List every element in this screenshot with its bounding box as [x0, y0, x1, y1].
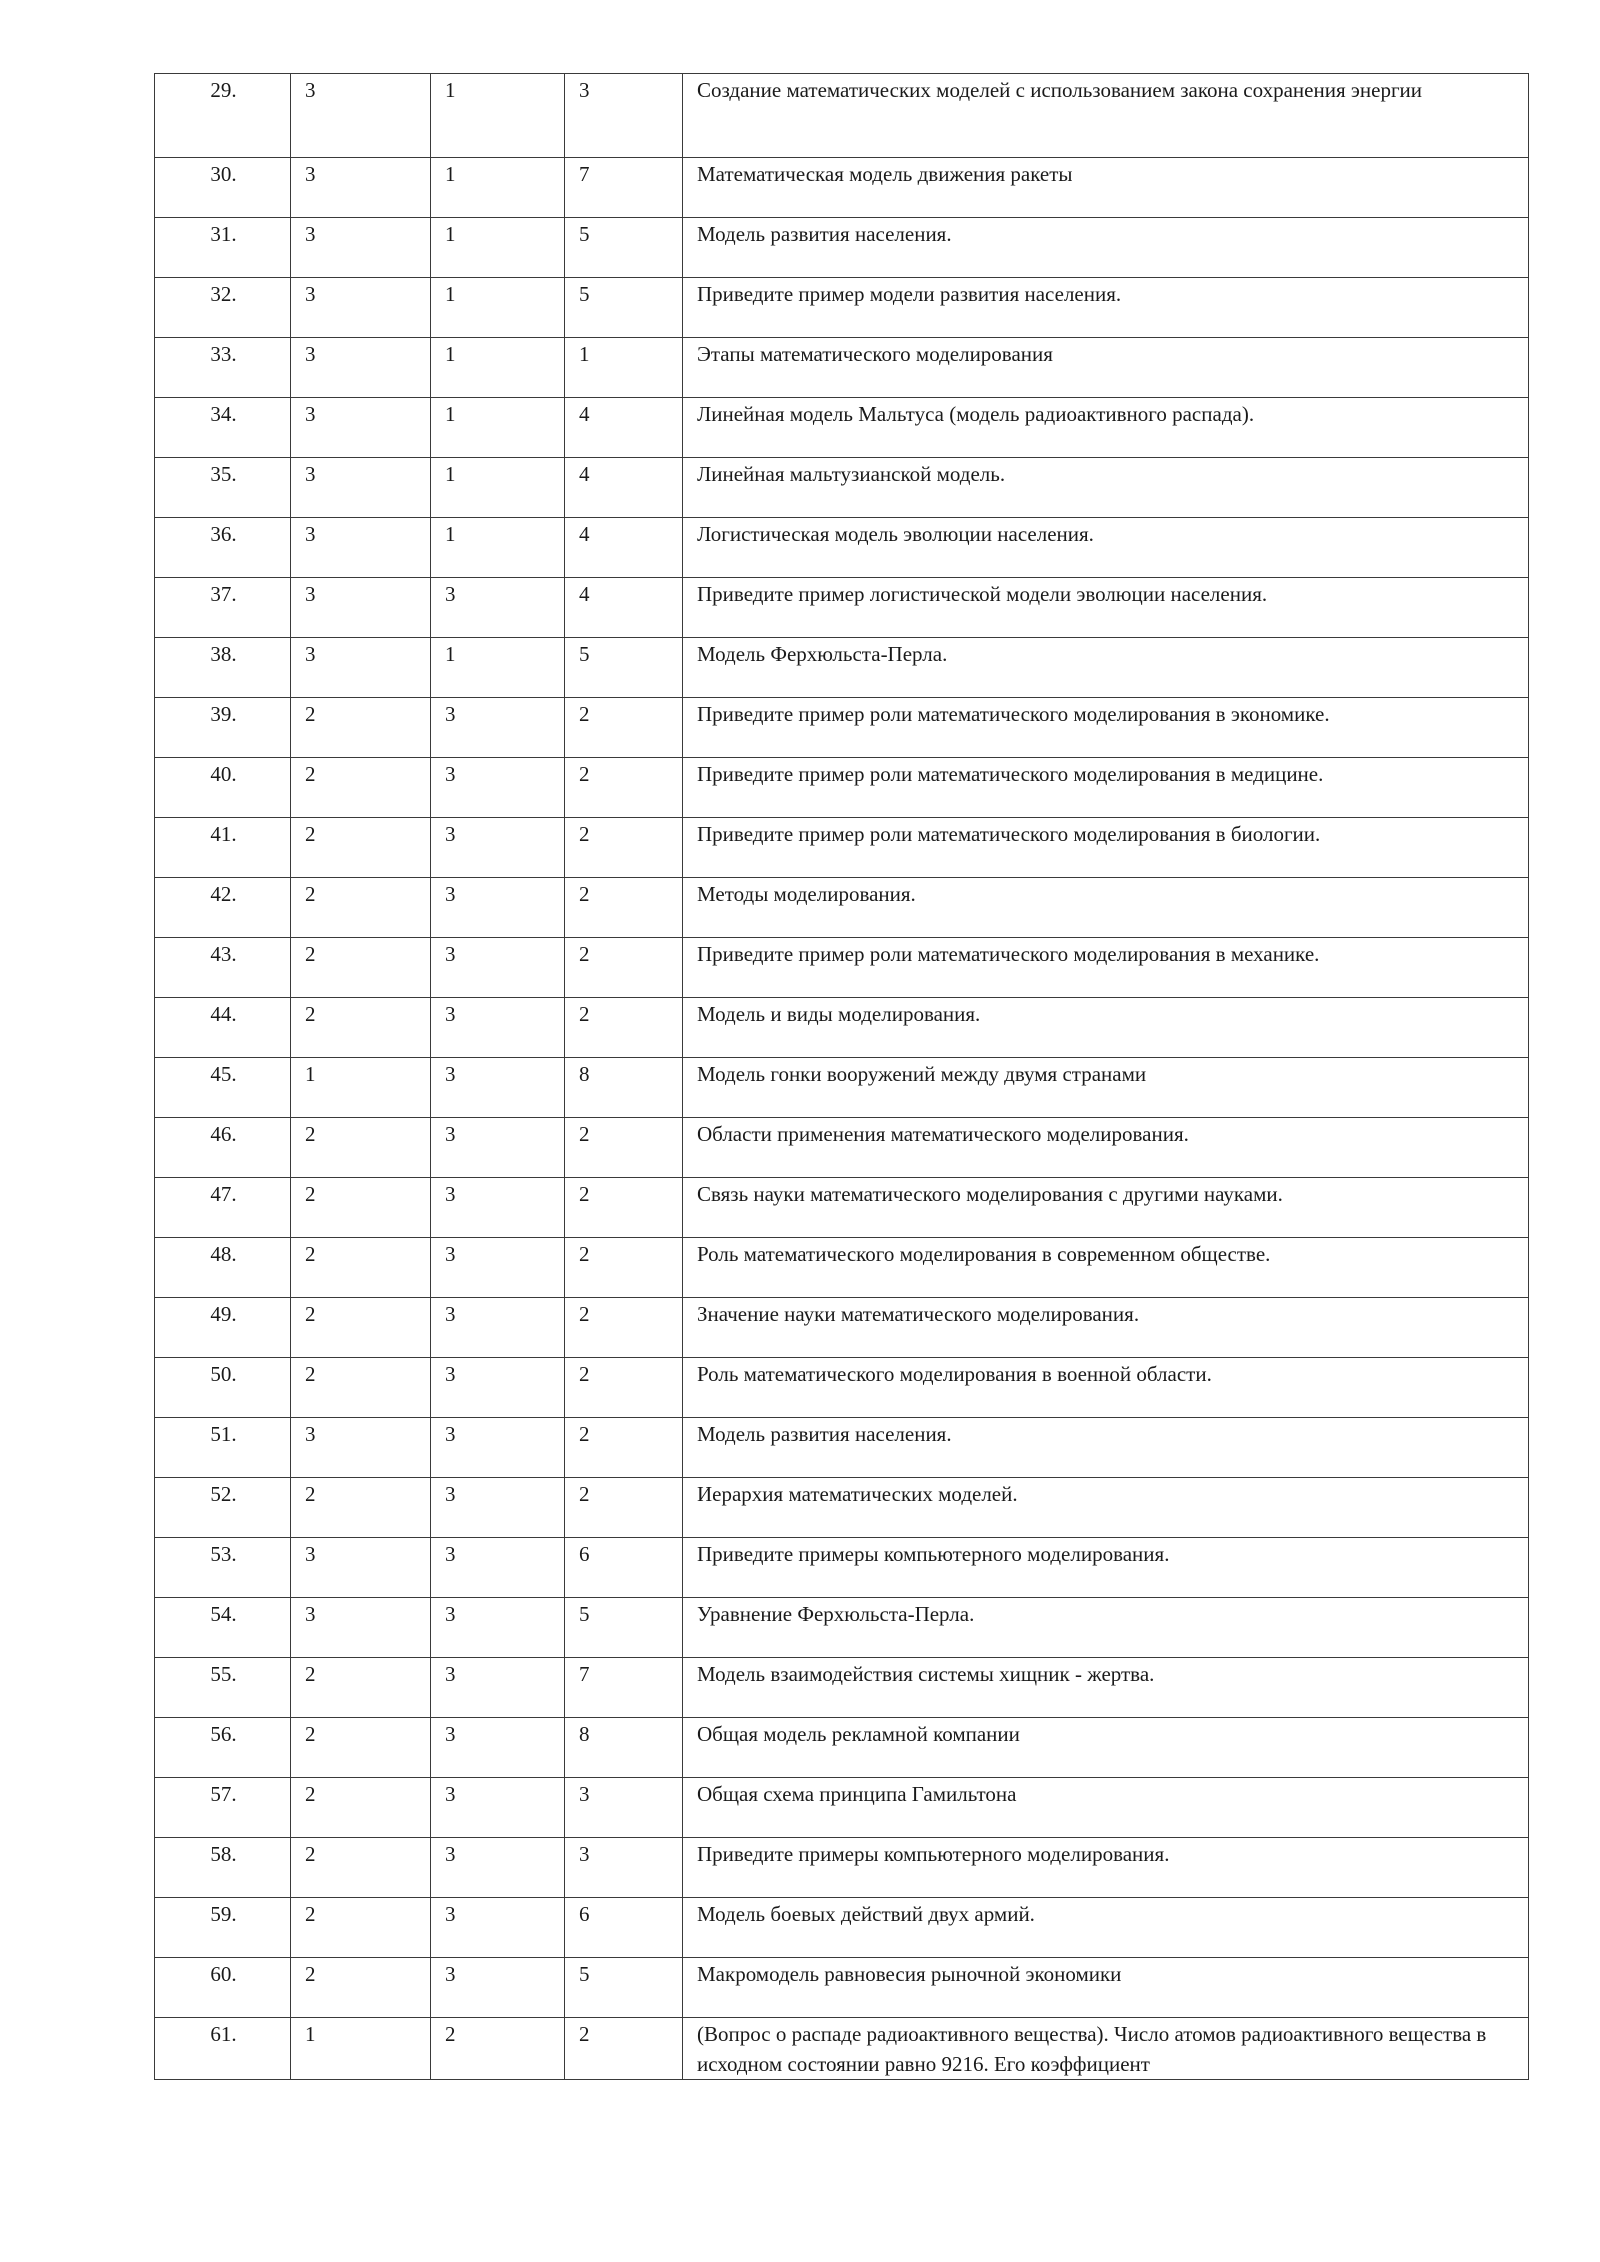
question-number: 40.	[155, 758, 291, 818]
question-text: Приведите пример логистической модели эволюции населения.	[683, 578, 1529, 638]
question-number: 42.	[155, 878, 291, 938]
question-text: Общая модель рекламной компании	[683, 1718, 1529, 1778]
column-2-value: 2	[291, 1658, 431, 1718]
table-row	[155, 158, 1529, 218]
questions-table-body	[155, 74, 1529, 2080]
column-2-value: 2	[291, 1958, 431, 2018]
column-2-value: 3	[291, 518, 431, 578]
column-2-value: 2	[291, 698, 431, 758]
column-3-value: 1	[431, 338, 565, 398]
column-2-value: 3	[291, 578, 431, 638]
column-4-value: 2	[565, 878, 683, 938]
column-2-value: 2	[291, 1118, 431, 1178]
question-text: Значение науки математического моделирования.	[683, 1298, 1529, 1358]
question-number: 60.	[155, 1958, 291, 2018]
question-number: 38.	[155, 638, 291, 698]
column-4-value: 3	[565, 1778, 683, 1838]
question-number: 50.	[155, 1358, 291, 1418]
column-2-value: 2	[291, 1478, 431, 1538]
column-2-value: 2	[291, 1298, 431, 1358]
column-2-value: 2	[291, 878, 431, 938]
table-row	[155, 638, 1529, 698]
table-row	[155, 1058, 1529, 1118]
question-number: 55.	[155, 1658, 291, 1718]
question-text: Приведите пример модели развития населения.	[683, 278, 1529, 338]
document-page	[154, 73, 1528, 2080]
column-3-value: 3	[431, 1178, 565, 1238]
question-text: Модель развития населения.	[683, 1418, 1529, 1478]
question-number: 34.	[155, 398, 291, 458]
column-2-value: 3	[291, 218, 431, 278]
column-4-value: 2	[565, 998, 683, 1058]
table-row	[155, 1358, 1529, 1418]
column-3-value: 3	[431, 578, 565, 638]
table-row	[155, 218, 1529, 278]
column-4-value: 3	[565, 74, 683, 158]
column-3-value: 3	[431, 1298, 565, 1358]
column-3-value: 3	[431, 1358, 565, 1418]
question-number: 37.	[155, 578, 291, 638]
question-number: 53.	[155, 1538, 291, 1598]
column-4-value: 2	[565, 1478, 683, 1538]
column-3-value: 3	[431, 938, 565, 998]
column-3-value: 3	[431, 1118, 565, 1178]
column-3-value: 1	[431, 278, 565, 338]
question-text: Приведите примеры компьютерного моделирования.	[683, 1838, 1529, 1898]
question-number: 41.	[155, 818, 291, 878]
table-row	[155, 398, 1529, 458]
question-number: 29.	[155, 74, 291, 158]
question-text: Роль математического моделирования в военной области.	[683, 1358, 1529, 1418]
column-2-value: 2	[291, 1178, 431, 1238]
column-2-value: 2	[291, 1238, 431, 1298]
column-4-value: 4	[565, 578, 683, 638]
column-4-value: 6	[565, 1898, 683, 1958]
table-row	[155, 1778, 1529, 1838]
column-4-value: 2	[565, 1238, 683, 1298]
column-4-value: 5	[565, 278, 683, 338]
question-number: 45.	[155, 1058, 291, 1118]
column-3-value: 3	[431, 998, 565, 1058]
table-row	[155, 338, 1529, 398]
column-4-value: 8	[565, 1718, 683, 1778]
question-number: 57.	[155, 1778, 291, 1838]
question-text: Макромодель равновесия рыночной экономики	[683, 1958, 1529, 2018]
column-2-value: 3	[291, 1538, 431, 1598]
question-number: 36.	[155, 518, 291, 578]
column-4-value: 7	[565, 158, 683, 218]
question-text: Приведите пример роли математического моделирования в экономике.	[683, 698, 1529, 758]
question-text: Модель развития населения.	[683, 218, 1529, 278]
question-number: 46.	[155, 1118, 291, 1178]
table-row	[155, 1118, 1529, 1178]
column-3-value: 1	[431, 638, 565, 698]
column-2-value: 3	[291, 1418, 431, 1478]
column-3-value: 1	[431, 398, 565, 458]
question-number: 33.	[155, 338, 291, 398]
column-2-value: 2	[291, 1718, 431, 1778]
question-text: Этапы математического моделирования	[683, 338, 1529, 398]
column-4-value: 2	[565, 2018, 683, 2080]
column-3-value: 3	[431, 698, 565, 758]
table-row	[155, 1178, 1529, 1238]
table-row	[155, 578, 1529, 638]
question-number: 51.	[155, 1418, 291, 1478]
question-text: Роль математического моделирования в современном обществе.	[683, 1238, 1529, 1298]
question-number: 48.	[155, 1238, 291, 1298]
table-row	[155, 938, 1529, 998]
column-4-value: 2	[565, 1118, 683, 1178]
question-number: 39.	[155, 698, 291, 758]
question-number: 54.	[155, 1598, 291, 1658]
question-text: Общая схема принципа Гамильтона	[683, 1778, 1529, 1838]
column-2-value: 3	[291, 278, 431, 338]
question-text: Приведите примеры компьютерного моделирования.	[683, 1538, 1529, 1598]
column-3-value: 3	[431, 1658, 565, 1718]
column-4-value: 5	[565, 1958, 683, 2018]
question-text: Модель и виды моделирования.	[683, 998, 1529, 1058]
column-3-value: 3	[431, 1238, 565, 1298]
column-2-value: 1	[291, 2018, 431, 2080]
question-number: 47.	[155, 1178, 291, 1238]
question-text: Приведите пример роли математического моделирования в механике.	[683, 938, 1529, 998]
table-row	[155, 1298, 1529, 1358]
table-row	[155, 1838, 1529, 1898]
column-2-value: 3	[291, 338, 431, 398]
table-row	[155, 878, 1529, 938]
column-4-value: 5	[565, 1598, 683, 1658]
question-text: Приведите пример роли математического моделирования в биологии.	[683, 818, 1529, 878]
table-row	[155, 998, 1529, 1058]
column-2-value: 2	[291, 998, 431, 1058]
column-3-value: 1	[431, 218, 565, 278]
question-text: Логистическая модель эволюции населения.	[683, 518, 1529, 578]
column-2-value: 2	[291, 1358, 431, 1418]
column-3-value: 3	[431, 1958, 565, 2018]
column-4-value: 2	[565, 1298, 683, 1358]
table-row	[155, 1898, 1529, 1958]
table-row	[155, 2018, 1529, 2080]
column-4-value: 4	[565, 518, 683, 578]
question-text: Уравнение Ферхюльста-Перла.	[683, 1598, 1529, 1658]
column-2-value: 3	[291, 458, 431, 518]
column-3-value: 3	[431, 1538, 565, 1598]
column-4-value: 8	[565, 1058, 683, 1118]
column-3-value: 1	[431, 458, 565, 518]
column-4-value: 6	[565, 1538, 683, 1598]
column-4-value: 2	[565, 938, 683, 998]
question-text: Модель Ферхюльста-Перла.	[683, 638, 1529, 698]
column-2-value: 3	[291, 74, 431, 158]
column-2-value: 1	[291, 1058, 431, 1118]
question-text: Иерархия математических моделей.	[683, 1478, 1529, 1538]
column-4-value: 7	[565, 1658, 683, 1718]
table-row	[155, 1538, 1529, 1598]
column-4-value: 2	[565, 818, 683, 878]
question-number: 32.	[155, 278, 291, 338]
column-4-value: 2	[565, 1358, 683, 1418]
table-row	[155, 1418, 1529, 1478]
column-3-value: 3	[431, 1418, 565, 1478]
column-4-value: 2	[565, 758, 683, 818]
question-text: Приведите пример роли математического моделирования в медицине.	[683, 758, 1529, 818]
column-2-value: 2	[291, 758, 431, 818]
question-number: 43.	[155, 938, 291, 998]
question-text: Модель боевых действий двух армий.	[683, 1898, 1529, 1958]
column-4-value: 5	[565, 218, 683, 278]
column-2-value: 2	[291, 938, 431, 998]
question-number: 44.	[155, 998, 291, 1058]
table-row	[155, 1238, 1529, 1298]
question-number: 52.	[155, 1478, 291, 1538]
table-row	[155, 818, 1529, 878]
table-row	[155, 1658, 1529, 1718]
column-3-value: 3	[431, 1598, 565, 1658]
question-text: Методы моделирования.	[683, 878, 1529, 938]
column-3-value: 3	[431, 1058, 565, 1118]
column-2-value: 2	[291, 818, 431, 878]
column-4-value: 5	[565, 638, 683, 698]
question-text: Создание математических моделей с использованием закона сохранения энергии	[683, 74, 1529, 158]
question-number: 59.	[155, 1898, 291, 1958]
table-row	[155, 758, 1529, 818]
table-row	[155, 458, 1529, 518]
column-2-value: 3	[291, 398, 431, 458]
question-text: Линейная модель Мальтуса (модель радиоактивного распада).	[683, 398, 1529, 458]
table-row	[155, 1478, 1529, 1538]
question-text: Модель взаимодействия системы хищник - жертва.	[683, 1658, 1529, 1718]
column-4-value: 4	[565, 398, 683, 458]
question-number: 31.	[155, 218, 291, 278]
column-3-value: 1	[431, 158, 565, 218]
question-text: Линейная мальтузианской модель.	[683, 458, 1529, 518]
column-4-value: 2	[565, 698, 683, 758]
question-number: 56.	[155, 1718, 291, 1778]
column-4-value: 3	[565, 1838, 683, 1898]
question-number: 30.	[155, 158, 291, 218]
column-2-value: 3	[291, 638, 431, 698]
column-3-value: 3	[431, 1718, 565, 1778]
column-4-value: 2	[565, 1178, 683, 1238]
column-2-value: 3	[291, 158, 431, 218]
question-number: 35.	[155, 458, 291, 518]
question-text: (Вопрос о распаде радиоактивного вещества). Число атомов радиоактивного вещества в исходном состоянии равно 9216. Его коэффициент	[683, 2018, 1529, 2080]
column-3-value: 3	[431, 1898, 565, 1958]
table-row	[155, 278, 1529, 338]
question-number: 61.	[155, 2018, 291, 2080]
column-3-value: 3	[431, 1778, 565, 1838]
table-row	[155, 74, 1529, 158]
column-2-value: 2	[291, 1778, 431, 1838]
question-number: 49.	[155, 1298, 291, 1358]
table-row	[155, 1958, 1529, 2018]
column-3-value: 3	[431, 1838, 565, 1898]
table-row	[155, 1718, 1529, 1778]
column-2-value: 2	[291, 1898, 431, 1958]
column-2-value: 3	[291, 1598, 431, 1658]
column-3-value: 1	[431, 518, 565, 578]
table-row	[155, 1598, 1529, 1658]
column-4-value: 1	[565, 338, 683, 398]
question-text: Модель гонки вооружений между двумя странами	[683, 1058, 1529, 1118]
column-3-value: 3	[431, 818, 565, 878]
column-3-value: 1	[431, 74, 565, 158]
question-text: Связь науки математического моделирования с другими науками.	[683, 1178, 1529, 1238]
questions-table	[154, 73, 1529, 2080]
column-3-value: 3	[431, 758, 565, 818]
column-3-value: 3	[431, 1478, 565, 1538]
column-3-value: 2	[431, 2018, 565, 2080]
column-4-value: 2	[565, 1418, 683, 1478]
table-row	[155, 698, 1529, 758]
question-text: Области применения математического моделирования.	[683, 1118, 1529, 1178]
column-2-value: 2	[291, 1838, 431, 1898]
table-row	[155, 518, 1529, 578]
question-number: 58.	[155, 1838, 291, 1898]
column-3-value: 3	[431, 878, 565, 938]
question-text: Математическая модель движения ракеты	[683, 158, 1529, 218]
column-4-value: 4	[565, 458, 683, 518]
